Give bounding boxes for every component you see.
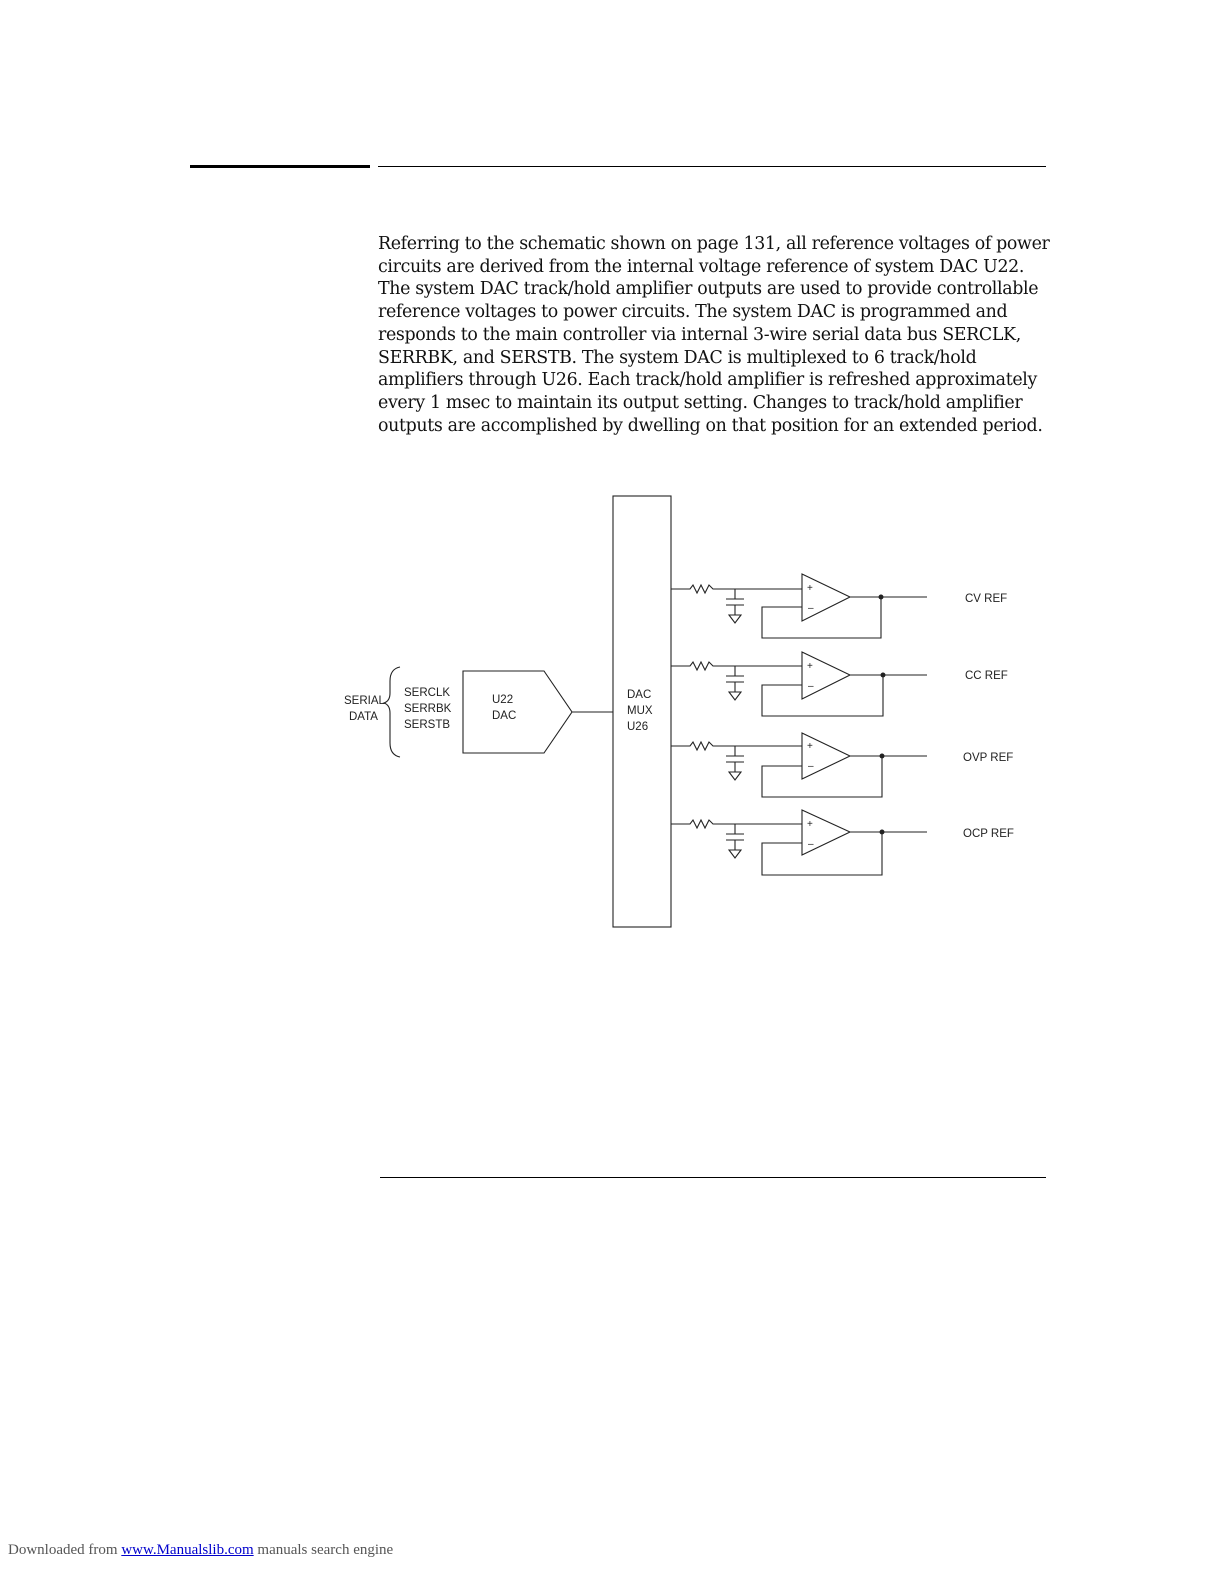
opamp-minus-3: –	[808, 761, 814, 772]
opamp-plus-1: +	[807, 583, 813, 594]
junction-dot-4	[880, 830, 885, 835]
dac-label-u22: U22	[492, 694, 514, 706]
dac-block	[463, 671, 572, 753]
serial-label-line2: DATA	[349, 711, 378, 723]
feedback-loop-3	[762, 756, 882, 797]
resistor-3	[671, 742, 802, 750]
junction-dot-2	[881, 673, 886, 678]
capacitor-ground-2	[726, 666, 744, 700]
opamp-minus-2: –	[808, 681, 814, 692]
paragraph-line: responds to the main controller via internal 3-wire serial data bus SERCLK,	[378, 324, 1021, 345]
opamp-plus-3: +	[807, 741, 813, 752]
paragraph-line: The system DAC track/hold amplifier outputs are used to provide controllable	[378, 279, 1039, 300]
resistor-4	[671, 820, 802, 828]
resistor-1	[671, 585, 802, 593]
feedback-loop-2	[762, 675, 883, 716]
channel-ovp-ref	[671, 733, 1013, 797]
opamp-minus-1: –	[808, 603, 814, 614]
opamp-plus-2: +	[807, 661, 813, 672]
header-rule-right	[378, 166, 1046, 167]
output-label-cv-ref: CV REF	[965, 593, 1008, 605]
signal-serclk: SERCLK	[404, 687, 451, 699]
download-footer	[8, 1542, 393, 1559]
opamp-plus-4: +	[807, 819, 813, 830]
footer-suffix: manuals search engine	[257, 1542, 394, 1558]
serial-label-line1: SERIAL	[344, 695, 385, 707]
bus-brace	[384, 667, 400, 757]
channel-cv-ref	[671, 574, 1007, 638]
mux-label-mux: MUX	[627, 705, 653, 717]
dac-label-dac: DAC	[492, 710, 517, 722]
opamp-minus-4: –	[808, 839, 814, 850]
paragraph-line: circuits are derived from the internal voltage reference of system DAC U22.	[378, 256, 1025, 277]
paragraph-line: reference voltages to power circuits. The system DAC is programmed and	[378, 302, 1008, 323]
paragraph-line: outputs are accomplished by dwelling on that position for an extended period.	[378, 415, 1043, 436]
feedback-loop-4	[762, 832, 882, 875]
paragraph-line: amplifiers through U26. Each track/hold amplifier is refreshed approximately	[378, 370, 1037, 391]
output-label-ovp-ref: OVP REF	[963, 752, 1014, 764]
footer-prefix: Downloaded from	[8, 1542, 118, 1558]
junction-dot-3	[880, 754, 885, 759]
capacitor-ground-1	[726, 589, 744, 623]
channel-ocp-ref	[671, 810, 1014, 875]
mux-label-u26: U26	[627, 721, 649, 733]
capacitor-ground-4	[726, 824, 744, 858]
header-rule-left	[190, 165, 370, 168]
manualslib-link[interactable]: www.Manualslib.com	[121, 1542, 254, 1558]
dac-reference-schematic	[330, 485, 1050, 945]
junction-dot-1	[879, 595, 884, 600]
output-label-ocp-ref: OCP REF	[963, 828, 1014, 840]
paragraph-line: Referring to the schematic shown on page 131, all reference voltages of power	[378, 234, 1050, 254]
signal-serstb: SERSTB	[404, 719, 451, 731]
output-label-cc-ref: CC REF	[965, 670, 1008, 682]
paragraph-line: SERRBK, and SERSTB. The system DAC is multiplexed to 6 track/hold	[378, 347, 977, 368]
feedback-loop-1	[762, 597, 881, 638]
footer-rule	[380, 1177, 1046, 1178]
body-paragraph	[378, 233, 1050, 437]
opamp-3	[802, 733, 850, 779]
signal-serrbk: SERRBK	[404, 703, 452, 715]
channel-cc-ref	[671, 652, 1008, 716]
resistor-2	[671, 662, 802, 670]
paragraph-line: every 1 msec to maintain its output setting. Changes to track/hold amplifier	[378, 392, 1023, 413]
capacitor-ground-3	[726, 746, 744, 780]
mux-label-dac: DAC	[627, 689, 652, 701]
